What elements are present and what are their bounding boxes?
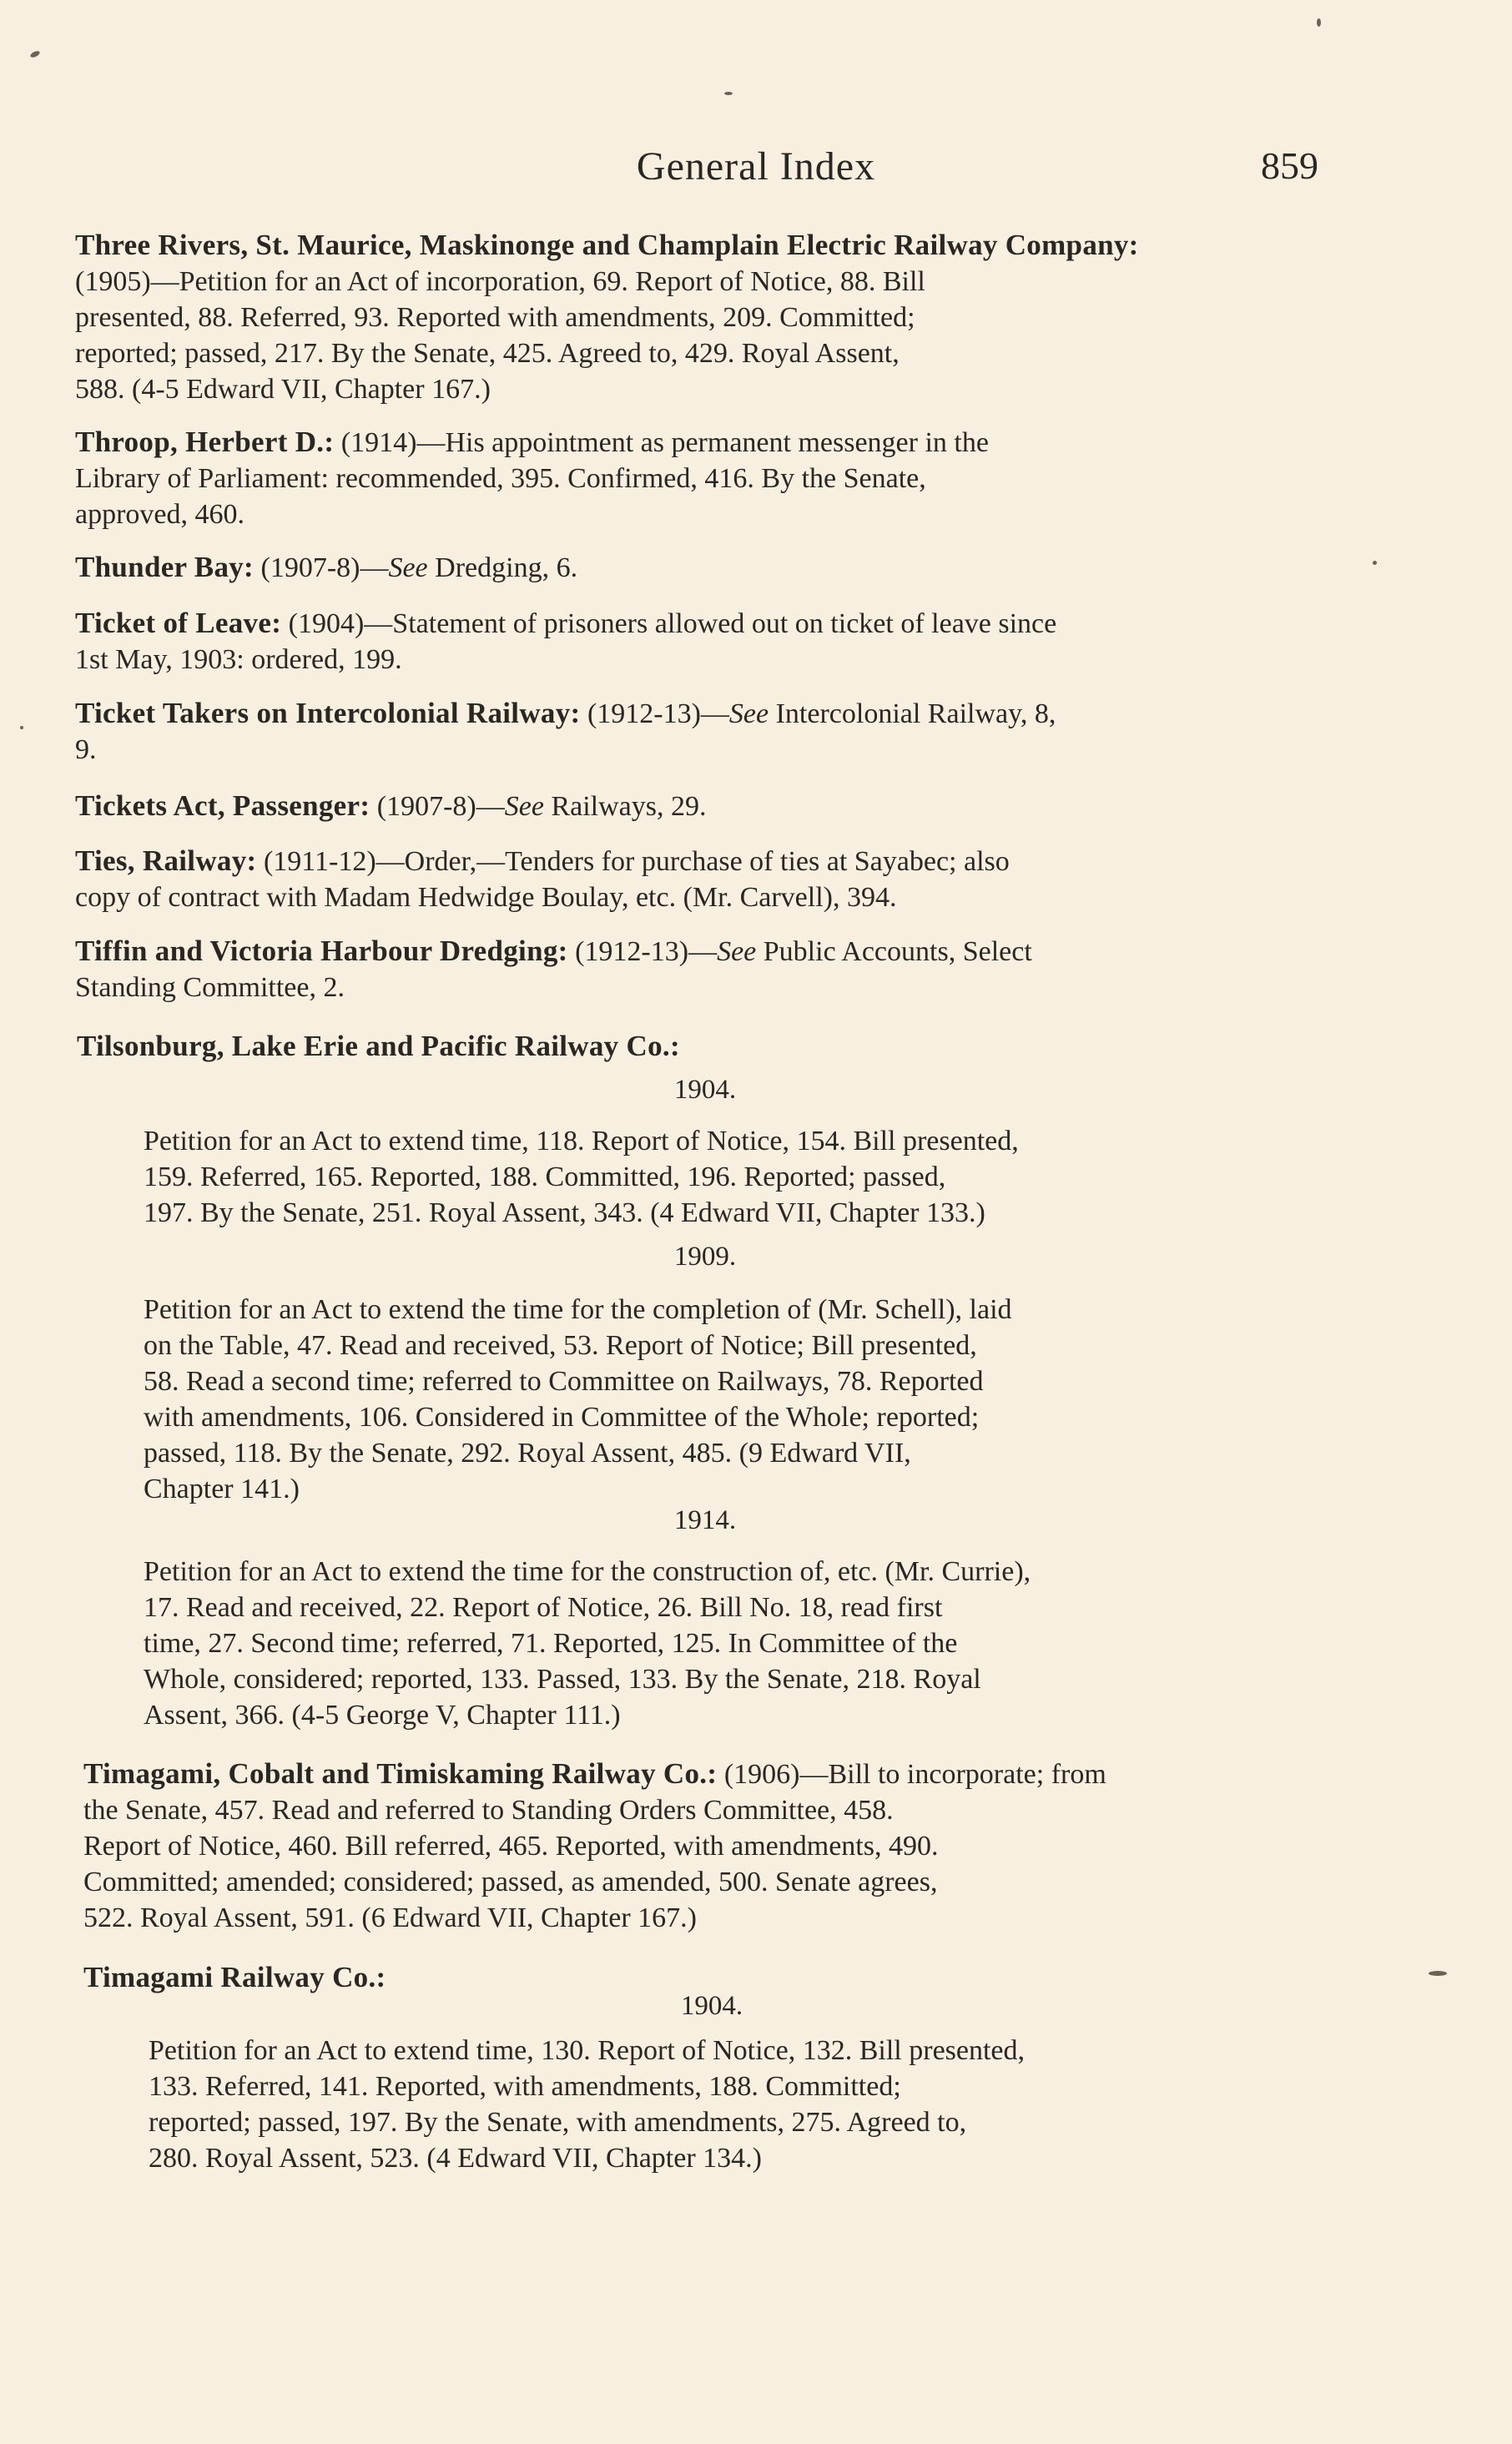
index-entry-thunder-bay xyxy=(75,549,1454,586)
year-entry-text xyxy=(144,1554,1394,1733)
entry-text-line: Petition for an Act to extend time, 118. Report of Notice, 154. Bill presented, xyxy=(144,1126,1019,1156)
entry-heading: Timagami, Cobalt and Timiskaming Railway Co.: xyxy=(83,1757,718,1790)
entry-text-line: Committed; amended; considered; passed, as amended, 500. Senate agrees, xyxy=(83,1867,938,1897)
index-entry-ticket-takers xyxy=(75,695,1454,768)
entry-text-line: (1906)—Bill to incorporate; from xyxy=(723,1759,1106,1790)
entry-text-line: 197. By the Senate, 251. Royal Assent, 343. (4 Edward VII, Chapter 133.) xyxy=(144,1197,985,1228)
index-entry-three-rivers xyxy=(75,227,1454,407)
entry-text-line: Library of Parliament: recommended, 395. Confirmed, 416. By the Senate, xyxy=(75,463,926,494)
entry-text-line: Petition for an Act to extend the time for the construction of, etc. (Mr. Currie), xyxy=(144,1556,1031,1587)
year-entry-text xyxy=(144,1292,1394,1507)
entry-heading: Tickets Act, Passenger: xyxy=(75,789,370,822)
entry-text-line: reported; passed, 217. By the Senate, 425. Agreed to, 429. Royal Assent, xyxy=(75,338,900,369)
entry-text-line: (1905)—Petition for an Act of incorporation, 69. Report of Notice, 88. Bill xyxy=(75,266,925,297)
entry-text-line: on the Table, 47. Read and received, 53. Report of Notice; Bill presented, xyxy=(144,1330,977,1361)
year-subheading: 1904. xyxy=(673,1075,737,1105)
entry-heading: Throop, Herbert D.: xyxy=(75,426,335,458)
entry-text-line: presented, 88. Referred, 93. Reported with amendments, 209. Committed; xyxy=(75,302,915,333)
scan-speck xyxy=(1373,561,1377,565)
entry-heading: Ticket Takers on Intercolonial Railway: xyxy=(75,697,581,729)
year-subheading: 1914. xyxy=(673,1505,737,1535)
see-reference: See xyxy=(728,698,769,729)
entry-text-line: approved, 460. xyxy=(75,499,245,530)
entry-text-line: 588. (4-5 Edward VII, Chapter 167.) xyxy=(75,374,491,405)
entry-text-line: Petition for an Act to extend the time for the completion of (Mr. Schell), laid xyxy=(144,1294,1012,1325)
index-entry-throop xyxy=(75,424,1454,532)
entry-text-line: 280. Royal Assent, 523. (4 Edward VII, Chapter 134.) xyxy=(149,2143,762,2174)
scan-speck xyxy=(724,92,733,95)
entry-text-line: the Senate, 457. Read and referred to Standing Orders Committee, 458. xyxy=(83,1795,894,1826)
entry-text-line: 1st May, 1903: ordered, 199. xyxy=(75,644,402,675)
entry-text-line: 159. Referred, 165. Reported, 188. Committed, 196. Reported; passed, xyxy=(144,1162,946,1192)
year-entry-text xyxy=(149,2033,1394,2176)
scan-speck xyxy=(1317,18,1321,27)
index-entry-timagami-cobalt xyxy=(83,1756,1454,1936)
entry-text-line: Whole, considered; reported, 133. Passed, 133. By the Senate, 218. Royal xyxy=(144,1664,981,1695)
entry-heading: Thunder Bay: xyxy=(75,551,254,583)
entry-text-line: reported; passed, 197. By the Senate, with amendments, 275. Agreed to, xyxy=(149,2107,967,2138)
entry-text-line: (1911-12)—Order,—Tenders for purchase of ties at Sayabec; also xyxy=(263,846,1010,877)
entry-text-line: 58. Read a second time; referred to Committee on Railways, 78. Reported xyxy=(144,1366,984,1397)
entry-heading: Tilsonburg, Lake Erie and Pacific Railway Co.: xyxy=(77,1030,680,1062)
index-entry-tiffin xyxy=(75,933,1454,1005)
entry-text-line: 9. xyxy=(75,734,97,765)
entry-text: Dredging, 6. xyxy=(427,552,578,583)
see-reference: See xyxy=(717,936,757,967)
index-entry-tilsonburg xyxy=(77,1028,1328,1064)
entry-text-line: Report of Notice, 460. Bill referred, 465. Reported, with amendments, 490. xyxy=(83,1831,939,1862)
page-title: General Index xyxy=(636,144,876,189)
entry-heading: Ties, Railway: xyxy=(75,844,257,877)
see-reference: See xyxy=(388,552,428,583)
entry-text: (1907-8)— xyxy=(376,791,505,822)
entry-heading: Three Rivers, St. Maurice, Maskinonge and Champlain Electric Railway Company: xyxy=(75,229,1139,261)
scan-speck xyxy=(20,726,23,729)
entry-text-line: Standing Committee, 2. xyxy=(75,972,345,1003)
year-subheading: 1909. xyxy=(673,1242,737,1272)
entry-text: Public Accounts, Select xyxy=(756,936,1032,967)
entry-text-line: Chapter 141.) xyxy=(144,1474,300,1504)
entry-heading: Tiffin and Victoria Harbour Dredging: xyxy=(75,935,568,967)
index-entry-ties-railway xyxy=(75,843,1454,915)
entry-heading: Ticket of Leave: xyxy=(75,607,282,639)
entry-text-line: 522. Royal Assent, 591. (6 Edward VII, Chapter 167.) xyxy=(83,1902,697,1933)
entry-text: Railways, 29. xyxy=(543,791,707,822)
year-entry-text xyxy=(144,1123,1394,1231)
page-number: 859 xyxy=(1261,144,1318,187)
scan-speck xyxy=(1429,1971,1447,1976)
entry-text: (1907-8)— xyxy=(260,552,389,583)
entry-text-line: time, 27. Second time; referred, 71. Reported, 125. In Committee of the xyxy=(144,1628,958,1659)
index-entry-tickets-act xyxy=(75,788,1454,824)
entry-text-line: copy of contract with Madam Hedwidge Boulay, etc. (Mr. Carvell), 394. xyxy=(75,882,897,913)
entry-text: Intercolonial Railway, 8, xyxy=(769,698,1056,729)
entry-text-line: Petition for an Act to extend time, 130. Report of Notice, 132. Bill presented, xyxy=(149,2035,1026,2066)
index-entry-ticket-of-leave xyxy=(75,605,1454,678)
see-reference: See xyxy=(504,791,544,822)
entry-text-line: Assent, 366. (4-5 George V, Chapter 111.) xyxy=(144,1700,621,1731)
year-subheading: 1904. xyxy=(680,1991,743,2021)
entry-text: (1912-13)— xyxy=(575,936,718,967)
entry-text-line: passed, 118. By the Senate, 292. Royal Assent, 485. (9 Edward VII, xyxy=(144,1438,911,1469)
entry-text: (1912-13)— xyxy=(587,698,729,729)
entry-text-line: 133. Referred, 141. Reported, with amendments, 188. Committed; xyxy=(149,2071,901,2102)
entry-text-line: 17. Read and received, 22. Report of Notice, 26. Bill No. 18, read first xyxy=(144,1592,943,1623)
entry-text-line: with amendments, 106. Considered in Committee of the Whole; reported; xyxy=(144,1402,980,1433)
entry-text-line: (1904)—Statement of prisoners allowed out on ticket of leave since xyxy=(288,608,1057,639)
index-entry-timagami-railway xyxy=(83,1959,1335,1995)
entry-heading: Timagami Railway Co.: xyxy=(83,1961,386,1993)
entry-text-line: (1914)—His appointment as permanent messenger in the xyxy=(340,427,989,458)
scan-speck xyxy=(29,50,40,59)
